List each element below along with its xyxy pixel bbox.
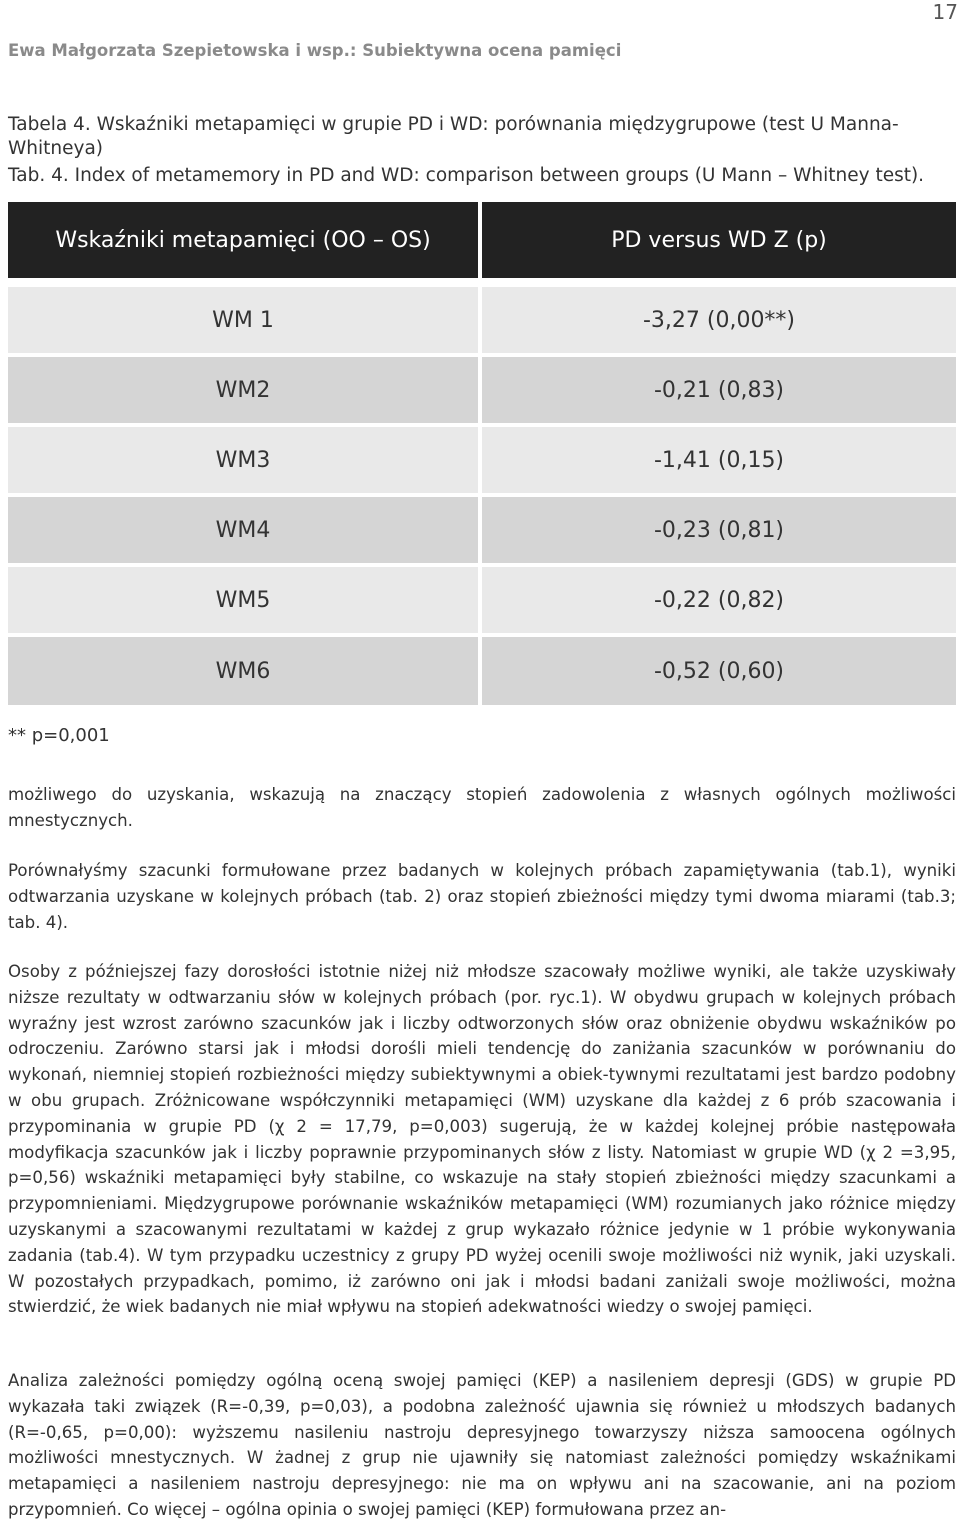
cell-index: WM3 (8, 427, 482, 497)
body-paragraph: Porównałyśmy szacunki formułowane przez badanych w kolejnych próbach zapamiętywania (tab.1), wyniki odtwarzania uzyskane w kolejnych próbach (tab. 2) oraz stopień zbieżności między tymi dwoma miarami (tab.3; tab. 4). (8, 861, 956, 932)
cell-index: WM6 (8, 637, 482, 709)
cell-value: -3,27 (0,00**) (482, 287, 956, 357)
table-header-row (8, 202, 956, 278)
cell-value: -1,41 (0,15) (482, 427, 956, 497)
table-row (8, 637, 956, 709)
table-row (8, 567, 956, 637)
body-paragraph: Analiza zależności pomiędzy ogólną oceną swojej pamięci (KEP) a nasileniem depresji (GDS) w grupie PD wykazała taki związek (R=-0,39, p=0,03), a podobna zależność ujawnia się również u młodszych badanych (R=-0,65, p=0,00): wyższemu nasileniu nastroju depresyjnego towarzyszy niższa samoocena ogólnych możliwości mnestycznych. W żadnej z grup nie ujawniły się natomiast zależności pomiędzy wskaźnikami metapamięci a nasileniem nastroju depresyjnego: nie ma on wpływu ani na szacowanie, ani na poziom przypomnień. Co więcej – ogólna opinia o swojej pamięci (KEP) formułowana przez an- (8, 1371, 956, 1519)
table-row (8, 497, 956, 567)
column-header-index: Wskaźniki metapamięci (OO – OS) (8, 202, 482, 278)
page-number: 17 (932, 0, 958, 24)
table-caption-english: Tab. 4. Index of metamemory in PD and WD: comparison between groups (U Mann – Whitney test). (8, 165, 925, 186)
cell-value: -0,23 (0,81) (482, 497, 956, 567)
cell-index: WM4 (8, 497, 482, 567)
body-paragraph: Osoby z późniejszej fazy dorosłości istotnie niżej niż młodsze szacowały możliwe wyniki, ale także uzyskiwały niższe rezultaty w odtwarzaniu słów w kolejnych próbach (por. ryc.1). W obydwu grupach w kolejnych próbach wyraźny jest wzrost zarówno szacunków jak i liczby odtworzonych słów oraz obniżenie obydwu wskaźników po odroczeniu. Zarówno starsi jak i młodsi dorośli mieli tendencję do zaniżania szacunków w porównaniu do wykonań, niemniej stopień rozbieżności między subiektywnymi a obiek-tywnymi rezultatami jest bardzo podobny w obu grupach. Zróżnicowane współczynniki metapamięci (WM) uzyskane dla każdej z 6 prób szacowania i przypominania w grupie PD (χ 2 = 17,79, p=0,003) sugerują, że w każdej kolejnej próbie następowała modyfikacja szacunków jak i liczby poprawnie przypominanych słów z listy. Natomiast w grupie WD (χ 2 =3,95, p=0,56) wskaźniki metapamięci były stabilne, co wskazuje na stały stopień zbieżności między szacunkami a przypomnieniami. Międzygrupowe porównanie wskaźników metapamięci (WM) rozumianych jako różnice między uzyskanymi a szacowanymi rezultatami w każdej z grup wykazało różnice jedynie w 1 próbie wykonywania zadania (tab.4). W tym przypadku uczestnicy z grupy PD wyżej ocenili swoje możliwości niż wynik, jaki uzyskali. W pozostałych przypadkach, pomimo, iż zarówno oni jak i młodsi badani zaniżali swoje możliwości, można stwierdzić, że wiek badanych nie miał wpływu na stopień adekwatności wiedzy o swojej pamięci. (8, 962, 956, 1317)
table-footnote: ** p=0,001 (8, 725, 110, 746)
cell-index: WM5 (8, 567, 482, 637)
cell-index: WM2 (8, 357, 482, 427)
table-row (8, 427, 956, 497)
cell-value: -0,21 (0,83) (482, 357, 956, 427)
column-header-comparison: PD versus WD Z (p) (482, 202, 956, 278)
table-row (8, 357, 956, 427)
running-header: Ewa Małgorzata Szepietowska i wsp.: Subiektywna ocena pamięci (8, 41, 622, 60)
metamemory-table (8, 202, 956, 709)
cell-value: -0,52 (0,60) (482, 637, 956, 709)
cell-value: -0,22 (0,82) (482, 567, 956, 637)
table-caption-polish: Tabela 4. Wskaźniki metapamięci w grupie PD i WD: porównania międzygrupowe (test U Manna-Whitneya) (8, 114, 899, 159)
body-paragraph: możliwego do uzyskania, wskazują na znaczący stopień zadowolenia z własnych ogólnych możliwości mnestycznych. (8, 785, 956, 830)
cell-index: WM 1 (8, 287, 482, 357)
table-row (8, 287, 956, 357)
